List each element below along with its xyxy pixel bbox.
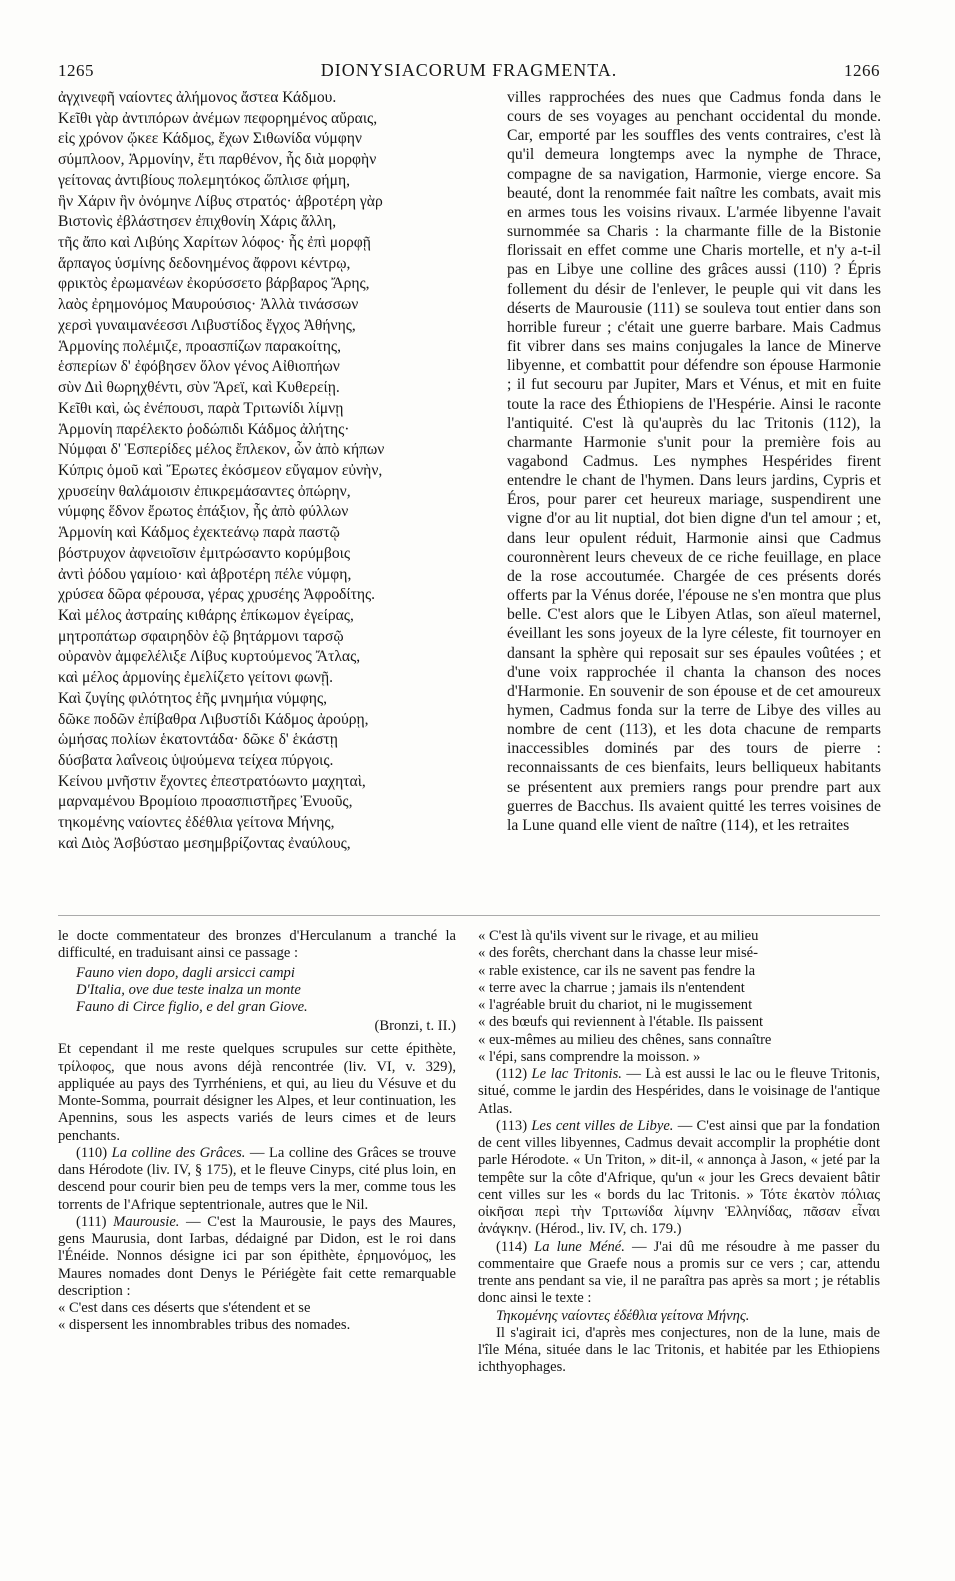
- greek-line: ἀγχινεφῆ ναίοντες ἀλήμονος ἄστεα Κάδμου.: [58, 89, 337, 106]
- quote-line: « dispersent les innombrables tribus des nomades.: [58, 1317, 351, 1334]
- note-text: — Là est aussi le lac ou le fleuve Tritonis, situé, comme le jardin des Hespérides, dans le voisinage de l'antique Atlas.: [478, 1066, 880, 1117]
- note-number: (110): [76, 1144, 108, 1161]
- greek-line: ἑσπερίων δ' ἐφόβησεν ὅλον γένος Αἰθιοπήων: [58, 358, 340, 376]
- note-text: — La colline des Grâces se trouve dans Hérodote (liv. IV, § 175), et le fleuve Cinyps, cité plus loin, en descend pour courir bien peu de temps vers la mer, comme tous les torrents de l'Afrique septentrionale, autres que le Nil.: [58, 1144, 456, 1213]
- note-111: [58, 1214, 456, 1300]
- greek-line: Καὶ ζυγίης φιλότητος ἑῆς μνημήια νύμφης,: [58, 689, 328, 707]
- greek-line: Ἁρμονίη παρέλεκτο ῥοδώπιδι Κάδμος ἀλήτης·: [58, 420, 350, 438]
- greek-line: Βιστονὶς ἐβλάστησεν ἐπιχθονίη Χάρις ἄλλη,: [58, 213, 337, 231]
- notes-left-column: [58, 928, 456, 1335]
- greek-text-column: [58, 88, 468, 855]
- quote-line: « C'est dans ces déserts que s'étendent et se: [58, 1300, 311, 1317]
- greek-line: Νύμφαι δ' Ἑσπερίδες μέλος ἔπλεκον, ὧν ἀπὸ κήπων: [58, 441, 385, 459]
- greek-line: χρυσείην θαλάμοισιν ἐπικρεμάσαντες ὀπώρην,: [58, 482, 351, 500]
- note-text: — C'est la Maurousie, le pays des Maures, gens Maurusia, dont Iarbas, dédaigné par Didon, est le roi dans l'Énéide. Nonnos désigne ici par son épithète, ἐρημονόμος, les Maures nomades dont Denys le Périégète fait cette remarquable description :: [58, 1213, 456, 1299]
- greek-line: Ἁρμονίη καὶ Κάδμος ἐχεκτεάνῳ παρὰ παστῷ: [58, 524, 340, 542]
- greek-line: ἅρπαγος ὑσμίνης δεδονημένος ἄφρονι κέντρῳ,: [58, 254, 351, 272]
- french-translation-column: [507, 88, 881, 835]
- greek-line: σὺν Διὶ θωρηχθέντι, σὺν Ἄρεϊ, καὶ Κυθερείῃ.: [58, 379, 340, 397]
- greek-line: σύμπλοον, Ἁρμονίην, ἔτι παρθένον, ἧς διὰ μορφὴν: [58, 151, 377, 169]
- translation-paragraph: villes rapprochées des nues que Cadmus fonda dans le cours de ses voyages au penchant occidental du monde. Car, emporté par les souffles des vents contraires, c'est là qu'il demeura longtemps avec la nymphe de Thrace, compagne de sa navigation, Harmonie, vierge encore. Sa beauté, dont la renommée fait naître les combats, avait mis en armes tous les voisins rivaux. L'armée libyenne l'avait surnommée sa Charis : la charmante fille de la Bistonie florissait en effet comme une Charis mortelle, et n'y a-t-il pas en Libye une colline des grâces aussi (110) ? Épris follement du désir de l'enlever, le peuple qui vit dans les déserts de Maurousie (111) se souleva tout entier dans son horrible fureur ; c'était une guerre barbare. Mais Cadmus fit vibrer dans ses mains conjugales la lance de Minerve libyenne, et combattit pour défendre son épouse Harmonie ; il fut secouru par Jupiter, Mars et Vénus, et mit en fuite toute la race des Éthiopiens de l'Hespérie. Ainsi le raconte l'antiquité. C'est là qu'auprès du lac Tritonis (112), la charmante Harmonie s'unit pour la première fois au vagabond Cadmus. Les nymphes Hespérides firent entendre le chant de l'hymen. Dans leurs jardins, Cypris et Éros, pour parer cet heureux mariage, suspendirent une vigne d'or au lit nuptial, dot bien digne d'un tel amour ; et, dans leur opulent réduit, Harmonie ainsi que Cadmus couronnèrent leurs cheveux de ce riche feuillage, en place de la rose accoutumée. Chargée de ces présents dorés offerts par la Vénus dorée, l'épouse ne s'en montra que plus belle. C'est alors que le Libyen Atlas, son aïeul maternel, éveillant les sons joyeux de la lyre céleste, fit tournoyer en dansant la sphère qui reposait sur ses épaules voûtées ; et d'une voix rapprochée il chanta la chanson des noces d'Harmonie. En souvenir de son épouse et de cet amoureux hymen, Cadmus fonda sur la terre de Libye des villes au nombre de cent (113), et les dota chacune de remparts inaccessibles dominés par des tours de pierre : reconnaissants de ces bienfaits, leurs belliqueux habitants se présentent aux premiers rangs pour prendre part aux guerres de Bacchus. Ils avaient quitté les terres voisines de la Lune quand elle vient de naître (114), et les retraites: [507, 89, 881, 834]
- section-divider: [58, 915, 880, 916]
- note-114: [478, 1239, 880, 1308]
- note-number: (112): [496, 1066, 528, 1082]
- greek-line: Κεῖθι καὶ, ὡς ἐνέπουσι, παρὰ Τριτωνίδι λίμνῃ: [58, 399, 344, 417]
- greek-line: Κεῖθι γὰρ ἀντιπόρων ἀνέμων πεφορημένος αὔραις,: [58, 109, 378, 127]
- greek-line: μαρναμένου Βρομίοιο προασπιστῆρες Ἐνυοῦς,: [58, 793, 353, 811]
- verse-line: Fauno di Circe figlio, e del gran Giove.: [76, 998, 308, 1015]
- note-text: — J'ai dû me résoudre à me passer du commentaire que Graefe nous a promis sur ce vers ; car, attendu trente ans pendant sa vie, il ne paraîtra pas après sa mort ; je rétablis donc ainsi le texte :: [478, 1238, 880, 1307]
- quote-line: « C'est là qu'ils vivent sur le rivage, et au milieu: [478, 928, 759, 944]
- greek-line: καὶ μέλος ἁρμονίης ἐμελίζετο γείτονι φωνῇ.: [58, 669, 334, 687]
- greek-line: νύμφης ἕδνον ἔρωτος ἐπάξιον, ἧς ἀπὸ φύλλων: [58, 503, 349, 521]
- greek-line: τῆς ἄπο καὶ Λιβύης Χαρίτων λόφος· ἧς ἐπὶ μορφῇ: [58, 234, 371, 252]
- note-title: Maurousie.: [113, 1213, 180, 1230]
- greek-line: γείτονας ἀντιβίους πολεμητόκος ὥπλισε φήμη,: [58, 171, 350, 189]
- notes-right-column: [478, 928, 880, 1377]
- quote-line: « des forêts, cherchant dans la chasse leur misé-: [478, 945, 759, 962]
- running-header: [58, 60, 880, 84]
- greek-line: χρύσεα δῶρα φέρουσα, γέρας χρυσέης Ἀφροδίτης.: [58, 586, 376, 604]
- note-112: [478, 1066, 880, 1118]
- note-title: Les cent villes de Libye.: [531, 1117, 674, 1134]
- note-text: — C'est ainsi que par la fondation de cent villes libyennes, Cadmus devait accomplir la prophétie dont parle Hérodote. « Un Triton, » dit-il, « annonça à Jason, « jeté par la tempête sur la côte d'Afrique, qu'un « jour les Grecs devaient bâtir cent villes sur les « bords du lac Tritonis. » Τότε ἑκατὸν πόλιας οἰκῆσαι περὶ τὴν Τριτωνίδα λίμνην Ἑλληνίδας, πᾶσαν εἶναι ἀνάγκην. (Hérod., liv. IV, ch. 179.): [478, 1117, 880, 1238]
- greek-line: τηκομένης ναίοντες ἐδέθλια γείτονα Μήνης,: [58, 814, 335, 832]
- greek-line: μητροπάτωρ σφαιρηδὸν ἑῷ βητάρμονι ταρσῷ: [58, 627, 344, 645]
- greek-line: ἣν Χάριν ἣν ὀνόμηνε Λίβυς στρατός· ἁβροτέρη γὰρ: [58, 192, 383, 210]
- greek-line: χερσὶ γυναιμανέεσσι Λιβυστίδος ἔγχος Ἀθήνης,: [58, 316, 356, 334]
- greek-line: Καὶ μέλος ἀστραίης κιθάρης ἐπίκωμον ἐγείρας,: [58, 606, 354, 624]
- quote-line: « l'agréable bruit du chariot, ni le mugissement: [478, 997, 753, 1013]
- greek-line: εἰς χρόνον ᾤκεε Κάδμος, ἔχων Σιθωνίδα νύμφην: [58, 130, 362, 148]
- greek-line: φρικτὸς ἐρωμανέων ἐκορύσσετο βάρβαρος Ἄρης,: [58, 275, 370, 293]
- quote-line: « rable existence, car ils ne savent pas fendre la: [478, 962, 756, 979]
- quote-line: « terre avec la charrue ; jamais ils n'entendent: [478, 979, 745, 996]
- note-title: Le lac Tritonis.: [531, 1066, 622, 1082]
- note-number: (111): [76, 1213, 107, 1230]
- note-number: (114): [496, 1238, 528, 1255]
- greek-line: οὐρανὸν ἀμφελέλιξε Λίβυς κυρτούμενος Ἄτλας,: [58, 648, 361, 666]
- page-number-left: 1265: [58, 61, 94, 80]
- greek-line: Κύπρις ὁμοῦ καὶ Ἔρωτες ἐκόσμεον εὔγαμον εὐνὴν,: [58, 461, 383, 479]
- greek-line: βόστρυχον ἀφνειοῖσιν ἐμιτρώσαντο κορύμβοις: [58, 544, 351, 562]
- quote-line: « des bœufs qui reviennent à l'étable. Ils paissent: [478, 1014, 764, 1031]
- note-paragraph: Et cependant il me reste quelques scrupules sur cette épithète, τρίλοφος, que nous avons déjà rencontrée (liv. VI, v. 329), appliquée au pays des Tyrrhéniens, et qui, au lieu du Vésuve et du Monte-Somma, pourrait désigner les Alpes, et leur continuation, les Apennins, sous les aspects variés de leurs cimes et de leurs penchants.: [58, 1041, 456, 1144]
- verse-source: (Bronzi, t. II.): [374, 1018, 456, 1035]
- page-number-right: 1266: [843, 61, 880, 80]
- running-title: DIONYSIACORUM FRAGMENTA.: [320, 60, 618, 80]
- greek-emendation: Τηκομένης ναίοντες ἐδέθλια γείτονα Μήνης.: [496, 1307, 750, 1324]
- note-title: La colline des Grâces.: [111, 1144, 246, 1161]
- greek-line: καὶ Διὸς Ἀσβύσταο μεσημβρίζοντας ἐναύλους,: [58, 834, 351, 852]
- note-number: (113): [496, 1117, 528, 1134]
- note-title: La lune Méné.: [534, 1238, 625, 1255]
- quote-line: « eux-mêmes au milieu des chênes, sans connaître: [478, 1031, 772, 1048]
- greek-line: ὡμήσας πολίων ἑκατοντάδα· δῶκε δ' ἑκάστῃ: [58, 731, 338, 749]
- italian-verse: [76, 965, 456, 1017]
- greek-line: Ἁρμονίης πολέμιζε, προασπίζων παρακοίτης,: [58, 337, 342, 355]
- greek-line: λαὸς ἐρημονόμος Μαυρούσιος· Ἀλλὰ τινάσσων: [58, 296, 359, 314]
- quote-line: « l'épi, sans comprendre la moisson. »: [478, 1048, 701, 1065]
- note-paragraph: le docte commentateur des bronzes d'Herculanum a tranché la difficulté, en traduisant ainsi ce passage :: [58, 928, 456, 962]
- verse-line: Fauno vien dopo, dagli arsicci campi: [76, 964, 295, 981]
- note-paragraph: Il s'agirait ici, d'après mes conjectures, non de la lune, mais de l'île Ména, située dans le lac Tritonis, et habitée par les Ethiopiens ichthyophages.: [478, 1324, 880, 1376]
- verse-line: D'Italia, ove due teste inalza un monte: [76, 981, 301, 998]
- greek-line: Κείνου μνῆστιν ἔχοντες ἐπεστρατόωντο μαχηταὶ,: [58, 772, 366, 790]
- note-110: [58, 1145, 456, 1214]
- greek-line: δύσβατα λαΐνεοις ὑψούμενα τείχεα πύργοις.: [58, 752, 334, 769]
- greek-line: ἀντὶ ῥόδου γαμίοιο· καὶ ἁβροτέρη πέλε νύμφη,: [58, 565, 352, 583]
- note-113: [478, 1118, 880, 1239]
- greek-line: δῶκε ποδῶν ἐπίβαθρα Λιβυστίδι Κάδμος ἀρούρῃ,: [58, 710, 369, 728]
